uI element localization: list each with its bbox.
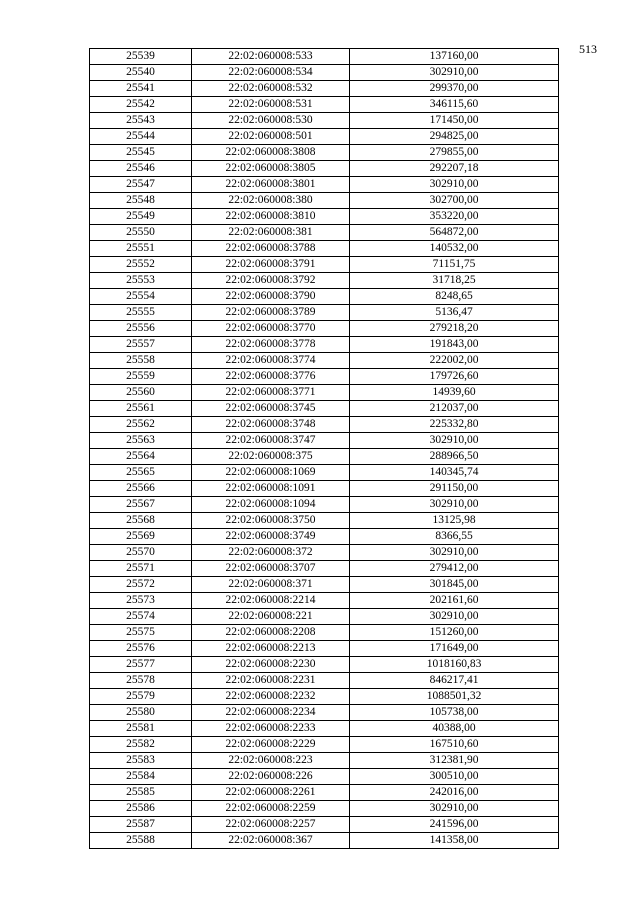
value-cell: 202161,60	[350, 593, 559, 609]
table-row	[90, 641, 559, 657]
row-number-cell: 25564	[90, 449, 192, 465]
cadastral-number-cell: 22:02:060008:534	[192, 65, 350, 81]
table-row	[90, 609, 559, 625]
cadastral-number-cell: 22:02:060008:3790	[192, 289, 350, 305]
value-cell: 179726,60	[350, 369, 559, 385]
table-row	[90, 689, 559, 705]
table-row	[90, 305, 559, 321]
cadastral-number-cell: 22:02:060008:3810	[192, 209, 350, 225]
value-cell: 564872,00	[350, 225, 559, 241]
cadastral-number-cell: 22:02:060008:3808	[192, 145, 350, 161]
table-row	[90, 577, 559, 593]
cadastral-number-cell: 22:02:060008:380	[192, 193, 350, 209]
value-cell: 301845,00	[350, 577, 559, 593]
value-cell: 302910,00	[350, 497, 559, 513]
row-number-cell: 25550	[90, 225, 192, 241]
row-number-cell: 25539	[90, 49, 192, 65]
value-cell: 242016,00	[350, 785, 559, 801]
cadastral-number-cell: 22:02:060008:2208	[192, 625, 350, 641]
table-row	[90, 289, 559, 305]
row-number-cell: 25559	[90, 369, 192, 385]
row-number-cell: 25567	[90, 497, 192, 513]
cadastral-number-cell: 22:02:060008:381	[192, 225, 350, 241]
value-cell: 222002,00	[350, 353, 559, 369]
table-row	[90, 353, 559, 369]
table-row	[90, 161, 559, 177]
cadastral-number-cell: 22:02:060008:3707	[192, 561, 350, 577]
value-cell: 71151,75	[350, 257, 559, 273]
table-row	[90, 593, 559, 609]
table-row	[90, 833, 559, 849]
table-row	[90, 337, 559, 353]
table-row	[90, 257, 559, 273]
cadastral-number-cell: 22:02:060008:3805	[192, 161, 350, 177]
cadastral-number-cell: 22:02:060008:223	[192, 753, 350, 769]
value-cell: 5136,47	[350, 305, 559, 321]
row-number-cell: 25581	[90, 721, 192, 737]
row-number-cell: 25547	[90, 177, 192, 193]
table-row	[90, 49, 559, 65]
table-row	[90, 721, 559, 737]
table-row	[90, 737, 559, 753]
row-number-cell: 25553	[90, 273, 192, 289]
cadastral-number-cell: 22:02:060008:2261	[192, 785, 350, 801]
cadastral-number-cell: 22:02:060008:1094	[192, 497, 350, 513]
value-cell: 14939,60	[350, 385, 559, 401]
row-number-cell: 25568	[90, 513, 192, 529]
cadastral-number-cell: 22:02:060008:371	[192, 577, 350, 593]
row-number-cell: 25579	[90, 689, 192, 705]
cadastral-number-cell: 22:02:060008:3750	[192, 513, 350, 529]
table-row	[90, 385, 559, 401]
row-number-cell: 25578	[90, 673, 192, 689]
value-cell: 302910,00	[350, 545, 559, 561]
row-number-cell: 25548	[90, 193, 192, 209]
value-cell: 294825,00	[350, 129, 559, 145]
row-number-cell: 25557	[90, 337, 192, 353]
cadastral-number-cell: 22:02:060008:533	[192, 49, 350, 65]
value-cell: 8366,55	[350, 529, 559, 545]
table-row	[90, 225, 559, 241]
value-cell: 288966,50	[350, 449, 559, 465]
row-number-cell: 25546	[90, 161, 192, 177]
value-cell: 353220,00	[350, 209, 559, 225]
row-number-cell: 25580	[90, 705, 192, 721]
value-cell: 291150,00	[350, 481, 559, 497]
table-row	[90, 193, 559, 209]
cadastral-number-cell: 22:02:060008:2214	[192, 593, 350, 609]
value-cell: 140345,74	[350, 465, 559, 481]
row-number-cell: 25560	[90, 385, 192, 401]
table-row	[90, 113, 559, 129]
row-number-cell: 25565	[90, 465, 192, 481]
row-number-cell: 25572	[90, 577, 192, 593]
cadastral-number-cell: 22:02:060008:3771	[192, 385, 350, 401]
table-row	[90, 209, 559, 225]
value-cell: 13125,98	[350, 513, 559, 529]
table-row	[90, 129, 559, 145]
table-row	[90, 801, 559, 817]
cadastral-number-cell: 22:02:060008:3749	[192, 529, 350, 545]
value-cell: 299370,00	[350, 81, 559, 97]
cadastral-number-cell: 22:02:060008:3770	[192, 321, 350, 337]
row-number-cell: 25574	[90, 609, 192, 625]
table-row	[90, 481, 559, 497]
row-number-cell: 25544	[90, 129, 192, 145]
cadastral-number-cell: 22:02:060008:2234	[192, 705, 350, 721]
row-number-cell: 25552	[90, 257, 192, 273]
cadastral-number-cell: 22:02:060008:3792	[192, 273, 350, 289]
value-cell: 40388,00	[350, 721, 559, 737]
table-row	[90, 177, 559, 193]
value-cell: 140532,00	[350, 241, 559, 257]
value-cell: 31718,25	[350, 273, 559, 289]
row-number-cell: 25543	[90, 113, 192, 129]
table-row	[90, 65, 559, 81]
table-row	[90, 673, 559, 689]
cadastral-number-cell: 22:02:060008:1091	[192, 481, 350, 497]
table-row	[90, 497, 559, 513]
cadastral-number-cell: 22:02:060008:3745	[192, 401, 350, 417]
table-row	[90, 321, 559, 337]
row-number-cell: 25588	[90, 833, 192, 849]
value-cell: 171649,00	[350, 641, 559, 657]
cadastral-number-cell: 22:02:060008:372	[192, 545, 350, 561]
row-number-cell: 25549	[90, 209, 192, 225]
value-cell: 292207,18	[350, 161, 559, 177]
cadastral-number-cell: 22:02:060008:531	[192, 97, 350, 113]
value-cell: 225332,80	[350, 417, 559, 433]
table-row	[90, 273, 559, 289]
value-cell: 167510,60	[350, 737, 559, 753]
table-row	[90, 545, 559, 561]
table-row	[90, 449, 559, 465]
cadastral-number-cell: 22:02:060008:2230	[192, 657, 350, 673]
row-number-cell: 25542	[90, 97, 192, 113]
row-number-cell: 25575	[90, 625, 192, 641]
table-row	[90, 97, 559, 113]
row-number-cell: 25582	[90, 737, 192, 753]
table-row	[90, 145, 559, 161]
table-row	[90, 753, 559, 769]
table-row	[90, 513, 559, 529]
table-row	[90, 657, 559, 673]
row-number-cell: 25554	[90, 289, 192, 305]
cadastral-number-cell: 22:02:060008:2232	[192, 689, 350, 705]
value-cell: 212037,00	[350, 401, 559, 417]
table-row	[90, 433, 559, 449]
row-number-cell: 25583	[90, 753, 192, 769]
row-number-cell: 25576	[90, 641, 192, 657]
table-row	[90, 625, 559, 641]
value-cell: 346115,60	[350, 97, 559, 113]
row-number-cell: 25562	[90, 417, 192, 433]
row-number-cell: 25541	[90, 81, 192, 97]
value-cell: 302910,00	[350, 177, 559, 193]
table-row	[90, 417, 559, 433]
cadastral-number-cell: 22:02:060008:3778	[192, 337, 350, 353]
value-cell: 312381,90	[350, 753, 559, 769]
row-number-cell: 25569	[90, 529, 192, 545]
value-cell: 846217,41	[350, 673, 559, 689]
table-row	[90, 769, 559, 785]
cadastral-number-cell: 22:02:060008:2229	[192, 737, 350, 753]
value-cell: 105738,00	[350, 705, 559, 721]
table-row	[90, 369, 559, 385]
row-number-cell: 25586	[90, 801, 192, 817]
row-number-cell: 25573	[90, 593, 192, 609]
cadastral-number-cell: 22:02:060008:501	[192, 129, 350, 145]
cadastral-number-cell: 22:02:060008:2257	[192, 817, 350, 833]
row-number-cell: 25587	[90, 817, 192, 833]
row-number-cell: 25571	[90, 561, 192, 577]
value-cell: 302700,00	[350, 193, 559, 209]
cadastral-number-cell: 22:02:060008:530	[192, 113, 350, 129]
cadastral-number-cell: 22:02:060008:2233	[192, 721, 350, 737]
value-cell: 241596,00	[350, 817, 559, 833]
value-cell: 302910,00	[350, 433, 559, 449]
page-number: 513	[579, 42, 597, 56]
value-cell: 302910,00	[350, 609, 559, 625]
value-cell: 191843,00	[350, 337, 559, 353]
value-cell: 279412,00	[350, 561, 559, 577]
cadastral-number-cell: 22:02:060008:221	[192, 609, 350, 625]
value-cell: 8248,65	[350, 289, 559, 305]
table-row	[90, 785, 559, 801]
data-table	[89, 48, 559, 849]
value-cell: 279855,00	[350, 145, 559, 161]
value-cell: 1088501,32	[350, 689, 559, 705]
row-number-cell: 25556	[90, 321, 192, 337]
row-number-cell: 25577	[90, 657, 192, 673]
row-number-cell: 25563	[90, 433, 192, 449]
value-cell: 141358,00	[350, 833, 559, 849]
cadastral-number-cell: 22:02:060008:3791	[192, 257, 350, 273]
value-cell: 137160,00	[350, 49, 559, 65]
row-number-cell: 25585	[90, 785, 192, 801]
cadastral-number-cell: 22:02:060008:3789	[192, 305, 350, 321]
cadastral-number-cell: 22:02:060008:3776	[192, 369, 350, 385]
row-number-cell: 25545	[90, 145, 192, 161]
table-row	[90, 465, 559, 481]
cadastral-number-cell: 22:02:060008:1069	[192, 465, 350, 481]
value-cell: 302910,00	[350, 65, 559, 81]
table-row	[90, 401, 559, 417]
table-row	[90, 241, 559, 257]
value-cell: 302910,00	[350, 801, 559, 817]
row-number-cell: 25584	[90, 769, 192, 785]
cadastral-number-cell: 22:02:060008:2259	[192, 801, 350, 817]
value-cell: 300510,00	[350, 769, 559, 785]
row-number-cell: 25566	[90, 481, 192, 497]
cadastral-number-cell: 22:02:060008:375	[192, 449, 350, 465]
row-number-cell: 25540	[90, 65, 192, 81]
table-row	[90, 561, 559, 577]
cadastral-number-cell: 22:02:060008:3788	[192, 241, 350, 257]
cadastral-number-cell: 22:02:060008:2213	[192, 641, 350, 657]
table-row	[90, 81, 559, 97]
row-number-cell: 25561	[90, 401, 192, 417]
cadastral-number-cell: 22:02:060008:367	[192, 833, 350, 849]
value-cell: 171450,00	[350, 113, 559, 129]
cadastral-number-cell: 22:02:060008:2231	[192, 673, 350, 689]
row-number-cell: 25558	[90, 353, 192, 369]
cadastral-number-cell: 22:02:060008:3747	[192, 433, 350, 449]
row-number-cell: 25570	[90, 545, 192, 561]
value-cell: 151260,00	[350, 625, 559, 641]
table-row	[90, 529, 559, 545]
table-row	[90, 817, 559, 833]
table-body	[90, 49, 559, 849]
table-row	[90, 705, 559, 721]
cadastral-number-cell: 22:02:060008:532	[192, 81, 350, 97]
value-cell: 279218,20	[350, 321, 559, 337]
row-number-cell: 25551	[90, 241, 192, 257]
row-number-cell: 25555	[90, 305, 192, 321]
value-cell: 1018160,83	[350, 657, 559, 673]
cadastral-number-cell: 22:02:060008:3801	[192, 177, 350, 193]
cadastral-number-cell: 22:02:060008:3774	[192, 353, 350, 369]
cadastral-number-cell: 22:02:060008:226	[192, 769, 350, 785]
cadastral-number-cell: 22:02:060008:3748	[192, 417, 350, 433]
